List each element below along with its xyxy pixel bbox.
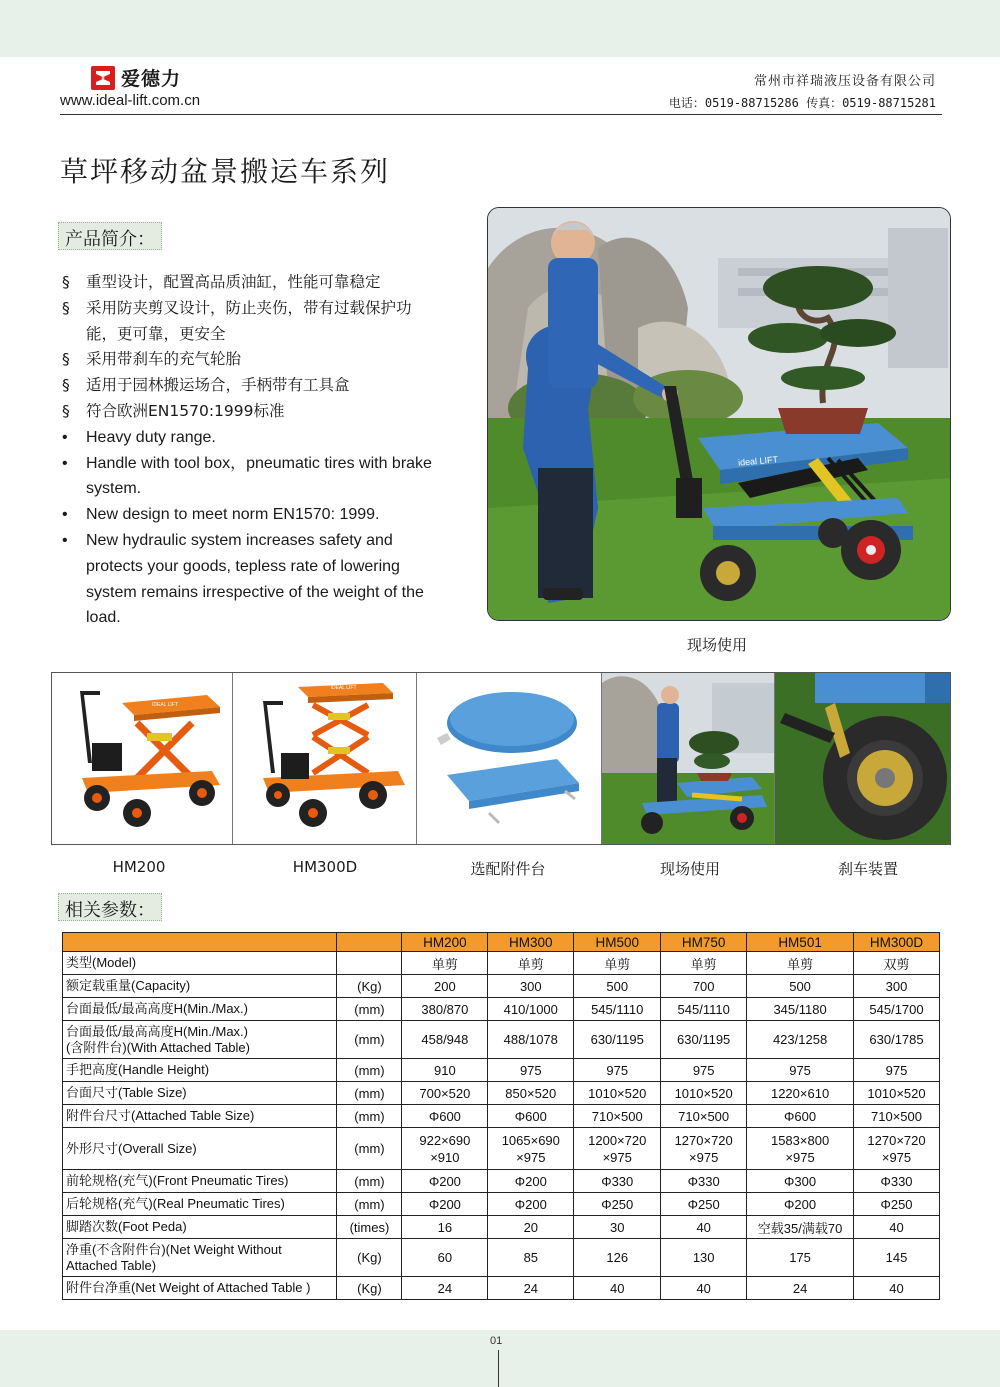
spec-row [63, 1277, 940, 1300]
spec-cell: Φ250 [854, 1193, 940, 1216]
field-use-illustration [602, 673, 776, 844]
website-link[interactable]: www.ideal-lift.com.cn [60, 92, 201, 109]
spec-body [63, 952, 940, 1300]
spec-row-label [63, 1216, 337, 1239]
company-name: 常州市祥瑞液压设备有限公司 [753, 74, 936, 89]
hero-photo [487, 207, 951, 621]
gallery-caption: 现场使用 [659, 860, 720, 878]
spec-table [62, 932, 940, 1300]
bullet-icon: • [62, 531, 68, 549]
spec-cell: 458/948 [402, 1021, 488, 1059]
spec-cell [854, 1128, 940, 1170]
spec-row [63, 1239, 940, 1277]
section-label-intro: 产品简介： [58, 222, 162, 250]
spec-cell: Φ200 [488, 1170, 574, 1193]
spec-row [63, 998, 940, 1021]
spec-header-model: HM300 [488, 933, 574, 952]
spec-row-unit: (Kg) [337, 1277, 402, 1300]
spec-cell: 1010×520 [661, 1082, 747, 1105]
gallery-image-field-use [602, 673, 776, 844]
section-mark-icon: § [62, 376, 70, 395]
page-divider [498, 1350, 499, 1387]
spec-row [63, 1105, 940, 1128]
brake-illustration [775, 673, 950, 844]
spec-cell: 40 [661, 1277, 747, 1300]
spec-cell: 1010×520 [854, 1082, 940, 1105]
spec-cell-text: ×910 [430, 1149, 460, 1165]
brand-logo-icon [91, 66, 115, 90]
spec-cell: Φ330 [854, 1170, 940, 1193]
spec-row-unit [337, 952, 402, 975]
spec-row-label-text: (含附件台)(With Attached Table) [66, 1039, 250, 1055]
spec-row-unit: (mm) [337, 1128, 402, 1170]
gallery-image-hm300d [233, 673, 418, 844]
spec-cell: Φ330 [574, 1170, 661, 1193]
spec-row-label [63, 1105, 337, 1128]
hero-caption: 现场使用 [687, 636, 748, 654]
feature-item-en: • Handle with tool box，pneumatic tires with brake system. [62, 451, 442, 503]
hm300d-brand-label: IDEAL LIFT [330, 685, 357, 691]
hm300d-illustration [233, 673, 418, 844]
spec-cell: 500 [747, 975, 854, 998]
spec-cell: 40 [854, 1277, 940, 1300]
spec-row [63, 952, 940, 975]
bullet-icon: • [62, 506, 68, 524]
spec-cell: 85 [488, 1239, 574, 1277]
spec-row-label [63, 1170, 337, 1193]
spec-cell: 630/1195 [661, 1021, 747, 1059]
spec-row [63, 1128, 940, 1170]
spec-cell-text: ×975 [881, 1149, 912, 1165]
spec-cell: 380/870 [402, 998, 488, 1021]
spec-row-unit: (Kg) [337, 1239, 402, 1277]
spec-header-model: HM300D [854, 933, 940, 952]
spec-cell: 130 [661, 1239, 747, 1277]
page-number: 01 [490, 1335, 503, 1347]
spec-cell: 单剪 [402, 952, 488, 975]
gallery-caption: HM200 [112, 858, 166, 876]
spec-header-model: HM501 [747, 933, 854, 952]
spec-cell: 16 [402, 1216, 488, 1239]
spec-row-label-text: 净重(不含附件台)(Net Weight Without [66, 1241, 282, 1257]
spec-row-label [63, 1128, 337, 1170]
spec-cell [574, 1128, 661, 1170]
spec-row-label [63, 1059, 337, 1082]
spec-row-label [63, 975, 337, 998]
spec-row [63, 1082, 940, 1105]
spec-row-unit: (mm) [337, 998, 402, 1021]
spec-cell: 545/1110 [574, 998, 661, 1021]
spec-cell: 545/1110 [661, 998, 747, 1021]
spec-header-blank [63, 933, 337, 952]
feature-item: § 采用防夹剪叉设计，防止夹伤，带有过载保护功能，更可靠，更安全 [62, 296, 442, 348]
feature-item-en: • New hydraulic system increases safety and protects your goods, tepless rate of lowering system remains irrespective of the weight of the load. [62, 528, 442, 631]
spec-row-label-text: 额定载重量(Capacity) [66, 978, 191, 993]
spec-cell: 单剪 [661, 952, 747, 975]
spec-cell-text: ×975 [689, 1149, 719, 1165]
brand-logo [91, 64, 181, 91]
section-label-params: 相关参数： [58, 893, 162, 921]
spec-cell: 710×500 [661, 1105, 747, 1128]
spec-row-label-text: 后轮规格(充气)(Real Pneumatic Tires) [66, 1196, 285, 1211]
spec-row [63, 1059, 940, 1082]
platform-brand-label: ideal LIFT [737, 454, 779, 468]
spec-row-label [63, 952, 337, 975]
spec-row-unit: (mm) [337, 1021, 402, 1059]
feature-item-en: • Heavy duty range. [62, 425, 442, 451]
spec-cell: 630/1195 [574, 1021, 661, 1059]
spec-cell: 20 [488, 1216, 574, 1239]
spec-row-label-text: 前轮规格(充气)(Front Pneumatic Tires) [66, 1173, 289, 1188]
top-band [0, 0, 1000, 57]
spec-cell: 空载35/满载70 [747, 1216, 854, 1239]
spec-row-label-text: 台面尺寸(Table Size) [66, 1085, 187, 1100]
spec-cell: 345/1180 [747, 998, 854, 1021]
spec-cell: 500 [574, 975, 661, 998]
hm200-illustration [52, 673, 233, 844]
spec-cell: 710×500 [854, 1105, 940, 1128]
spec-row-label-text: 脚踏次数(Foot Peda) [66, 1219, 187, 1234]
spec-cell-text: 1583×800 [770, 1132, 830, 1148]
spec-cell: 40 [854, 1216, 940, 1239]
spec-cell: 单剪 [747, 952, 854, 975]
spec-cell [488, 1128, 574, 1170]
spec-row [63, 1193, 940, 1216]
spec-cell: 700 [661, 975, 747, 998]
spec-row-label-text: 手把高度(Handle Height) [66, 1062, 210, 1077]
spec-cell: 488/1078 [488, 1021, 574, 1059]
feature-item: § 符合欧洲EN1570:1999标准 [62, 399, 442, 425]
spec-cell: 910 [402, 1059, 488, 1082]
section-mark-icon: § [62, 350, 70, 369]
spec-cell-text: 1270×720 [867, 1132, 926, 1148]
spec-cell: Φ600 [488, 1105, 574, 1128]
header-divider [60, 114, 942, 115]
spec-cell [402, 1128, 488, 1170]
spec-cell: Φ330 [661, 1170, 747, 1193]
gallery-caption: 刹车装置 [837, 860, 898, 878]
spec-cell: Φ250 [661, 1193, 747, 1216]
attached-table-illustration [417, 673, 602, 844]
spec-row-label-text: 附件台净重(Net Weight of Attached Table ) [66, 1280, 311, 1295]
spec-row-unit: (mm) [337, 1105, 402, 1128]
spec-row-label-text: 类型(Model) [66, 955, 137, 970]
section-mark-icon: § [62, 273, 70, 291]
feature-item-en: • New design to meet norm EN1570: 1999. [62, 502, 442, 528]
spec-row-label [63, 998, 337, 1021]
spec-row-unit: (mm) [337, 1193, 402, 1216]
spec-cell: 410/1000 [488, 998, 574, 1021]
spec-row-unit: (mm) [337, 1170, 402, 1193]
spec-cell [661, 1128, 747, 1170]
spec-cell: 975 [488, 1059, 574, 1082]
spec-cell: 40 [661, 1216, 747, 1239]
section-mark-icon: § [62, 401, 70, 420]
spec-cell: 24 [402, 1277, 488, 1300]
spec-cell: Φ200 [747, 1193, 854, 1216]
spec-row-unit: (mm) [337, 1082, 402, 1105]
brand-name: 爱德力 [121, 68, 182, 90]
spec-row-unit: (times) [337, 1216, 402, 1239]
spec-row [63, 1216, 940, 1239]
spec-cell: 1220×610 [747, 1082, 854, 1105]
spec-row-label-text: Attached Table) [66, 1257, 157, 1273]
spec-cell: Φ200 [402, 1170, 488, 1193]
section-mark-icon: § [62, 298, 70, 317]
spec-row [63, 975, 940, 998]
spec-row-label-text: 台面最低/最高高度H(Min./Max.) [66, 1023, 249, 1039]
spec-cell: 1010×520 [574, 1082, 661, 1105]
spec-cell: 126 [574, 1239, 661, 1277]
hero-photo-illustration [488, 208, 951, 621]
spec-cell: Φ250 [574, 1193, 661, 1216]
spec-cell: 300 [854, 975, 940, 998]
spec-cell: 145 [854, 1239, 940, 1277]
feature-list [62, 270, 442, 631]
spec-cell: 975 [747, 1059, 854, 1082]
spec-cell: Φ200 [488, 1193, 574, 1216]
spec-cell: 300 [488, 975, 574, 998]
spec-cell-text: 1200×720 [588, 1132, 647, 1148]
spec-row-unit: (Kg) [337, 975, 402, 998]
spec-row-label [63, 1021, 337, 1059]
gallery-caption: 选配附件台 [470, 860, 546, 878]
gallery-image-brake [775, 673, 950, 844]
spec-cell: Φ600 [747, 1105, 854, 1128]
spec-cell: 60 [402, 1239, 488, 1277]
spec-cell: 单剪 [488, 952, 574, 975]
spec-cell-text: ×975 [516, 1149, 546, 1165]
spec-cell-text: 1270×720 [674, 1132, 733, 1148]
gallery-image-attached-table [417, 673, 602, 844]
spec-header-model: HM500 [574, 933, 661, 952]
spec-cell: Φ200 [402, 1193, 488, 1216]
feature-item: § 采用带刹车的充气轮胎 [62, 347, 442, 373]
gallery-image-hm200 [52, 673, 233, 844]
spec-header-row [63, 933, 940, 952]
spec-cell: 双剪 [854, 952, 940, 975]
spec-header-model: HM750 [661, 933, 747, 952]
spec-row-label [63, 1239, 337, 1277]
spec-row-label-text: 附件台尺寸(Attached Table Size) [66, 1108, 255, 1123]
spec-cell-text: ×975 [785, 1149, 815, 1165]
gallery-strip [51, 672, 951, 845]
spec-cell: Φ300 [747, 1170, 854, 1193]
spec-cell: 975 [854, 1059, 940, 1082]
spec-row-unit: (mm) [337, 1059, 402, 1082]
spec-header-blank [337, 933, 402, 952]
spec-cell: 30 [574, 1216, 661, 1239]
hm200-brand-label: IDEAL LIFT [152, 702, 178, 708]
spec-cell: 630/1785 [854, 1021, 940, 1059]
spec-row-label [63, 1082, 337, 1105]
spec-row-label-text: 台面最低/最高高度H(Min./Max.) [66, 1001, 249, 1016]
spec-cell: 700×520 [402, 1082, 488, 1105]
spec-cell: 423/1258 [747, 1021, 854, 1059]
spec-row-label [63, 1277, 337, 1300]
bullet-icon: • [62, 454, 68, 472]
bullet-icon: • [62, 428, 68, 446]
spec-cell: 545/1700 [854, 998, 940, 1021]
page-title: 草坪移动盆景搬运车系列 [60, 155, 391, 188]
spec-row [63, 1021, 940, 1059]
spec-cell: 200 [402, 975, 488, 998]
spec-cell: 975 [574, 1059, 661, 1082]
spec-cell: 975 [661, 1059, 747, 1082]
spec-cell-text: 922×690 [419, 1132, 471, 1148]
spec-cell: 175 [747, 1239, 854, 1277]
spec-cell: Φ600 [402, 1105, 488, 1128]
spec-cell: 单剪 [574, 952, 661, 975]
feature-item: § 重型设计，配置高品质油缸，性能可靠稳定 [62, 270, 442, 296]
spec-cell: 850×520 [488, 1082, 574, 1105]
spec-cell: 24 [747, 1277, 854, 1300]
spec-cell-text: ×975 [602, 1149, 632, 1165]
spec-cell: 24 [488, 1277, 574, 1300]
spec-cell: 40 [574, 1277, 661, 1300]
feature-item: § 适用于园林搬运场合，手柄带有工具盒 [62, 373, 442, 399]
gallery-caption: HM300D [292, 858, 358, 876]
contact-info: 电话：0519-88715286 传真：0519-88715281 [668, 96, 936, 110]
spec-row-label [63, 1193, 337, 1216]
spec-row-label-text: 外形尺寸(Overall Size) [66, 1140, 197, 1156]
spec-cell [747, 1128, 854, 1170]
spec-row [63, 1170, 940, 1193]
spec-header-model: HM200 [402, 933, 488, 952]
spec-cell: 710×500 [574, 1105, 661, 1128]
spec-cell-text: 1065×690 [501, 1132, 560, 1148]
